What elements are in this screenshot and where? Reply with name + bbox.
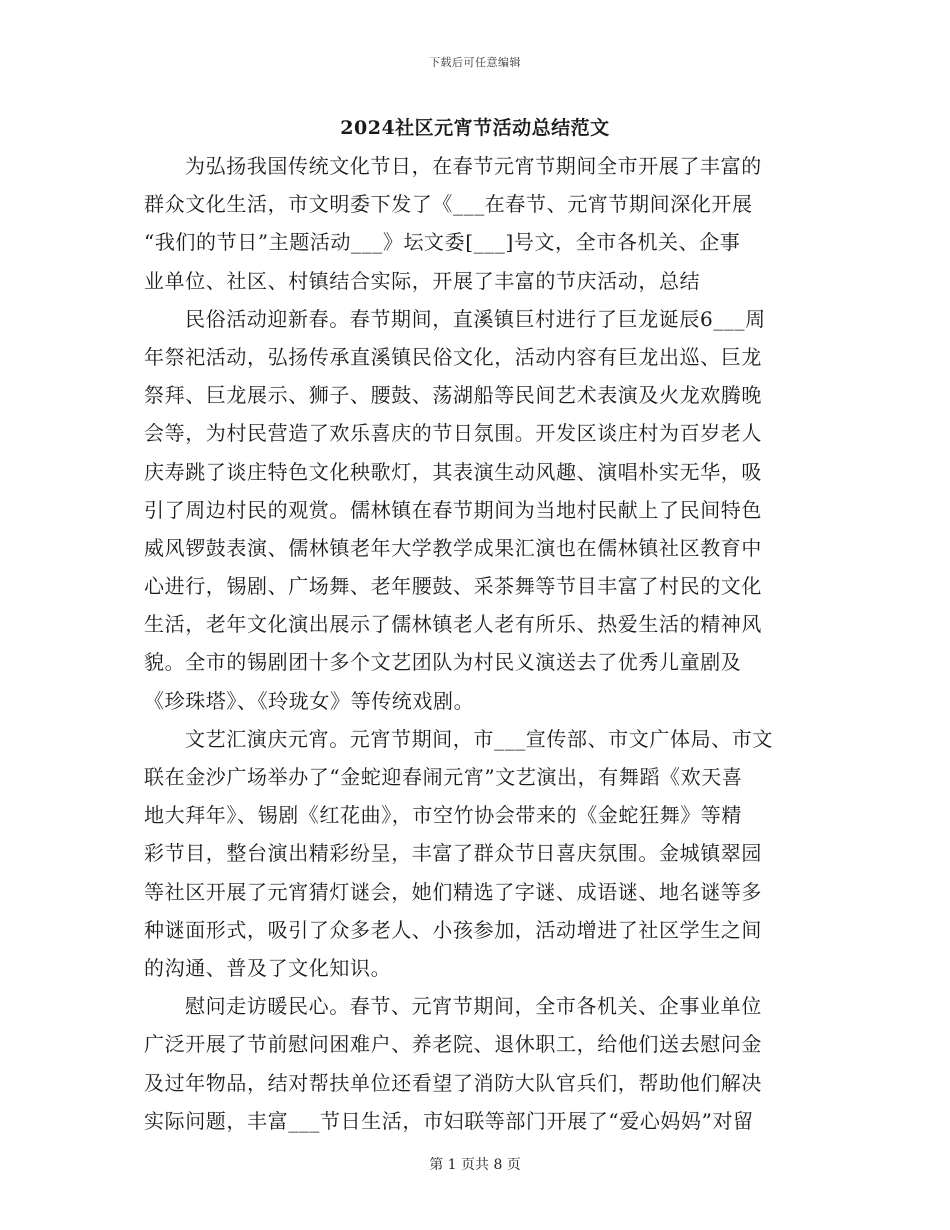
paragraph-visits bbox=[144, 987, 804, 1140]
paragraph-intro bbox=[144, 147, 804, 300]
text-line: 彩节目，整台演出精彩纷呈，丰富了群众节日喜庆氛围。金城镇翠园 bbox=[144, 841, 762, 866]
text-line: 貌。全市的锡剧团十多个文艺团队为村民义演送去了优秀儿童剧及 bbox=[144, 650, 742, 675]
text-line: 威风锣鼓表演、儒林镇老年大学教学成果汇演也在儒林镇社区教育中 bbox=[144, 535, 762, 560]
text-line: 联在金沙广场举办了“金蛇迎春闹元宵”文艺演出，有舞蹈《欢天喜 bbox=[144, 765, 743, 789]
text-line: 心进行，锡剧、广场舞、老年腰鼓、采茶舞等节目丰富了村民的文化 bbox=[144, 574, 762, 599]
paragraph-folk-activities bbox=[144, 300, 804, 720]
text-line: 的沟通、普及了文化知识。 bbox=[144, 955, 392, 980]
document-title: 2024社区元宵节活动总结范文 bbox=[340, 117, 610, 139]
text-line: 为弘扬我国传统文化节日，在春节元宵节期间全市开展了丰富的 bbox=[185, 154, 762, 178]
text-line: 慰问走访暖民心。春节、元宵节期间，全市各机关、企事业单位 bbox=[185, 994, 762, 1019]
text-line: 生活，老年文化演出展示了儒林镇老人老有所乐、热爱生活的精神风 bbox=[144, 612, 762, 637]
text-line: 会等，为村民营造了欢乐喜庆的节日氛围。开发区谈庄村为百岁老人 bbox=[144, 421, 762, 446]
text-line: 祭拜、巨龙展示、狮子、腰鼓、荡湖船等民间艺术表演及火龙欢腾晚 bbox=[144, 383, 762, 408]
page-header: 下载后可任意编辑 bbox=[429, 56, 521, 69]
text-line: 群众文化生活，市文明委下发了《___在春节、元宵节期间深化开展 bbox=[144, 192, 753, 217]
text-line: 《珍珠塔》、《玲珑女》等传统戏剧。 bbox=[144, 688, 475, 713]
text-line: 文艺汇演庆元宵。元宵节期间，市___宣传部、市文广体局、市文 bbox=[185, 726, 773, 751]
document-body bbox=[144, 147, 804, 1140]
text-line: 年祭祀活动，弘扬传承直溪镇民俗文化，活动内容有巨龙出巡、巨龙 bbox=[144, 344, 762, 369]
text-line: 引了周边村民的观赏。儒林镇在春节期间为当地村民献上了民间特色 bbox=[144, 497, 762, 522]
text-line: “我们的节日”主题活动___》坛文委[___]号文，全市各机关、企事 bbox=[144, 230, 741, 255]
text-line: 实际问题，丰富___节日生活，市妇联等部门开展了“爱心妈妈”对留 bbox=[144, 1108, 754, 1133]
text-line: 等社区开展了元宵猜灯谜会，她们精选了字谜、成语谜、地名谜等多 bbox=[144, 879, 762, 904]
text-line: 民俗活动迎新春。春节期间，直溪镇巨村进行了巨龙诞辰6___周 bbox=[185, 306, 766, 331]
page-number: 第 1 页共 8 页 bbox=[429, 1157, 521, 1173]
text-line: 庆寿跳了谈庄特色文化秧歌灯，其表演生动风趣、演唱朴实无华，吸 bbox=[144, 459, 762, 484]
paragraph-art-performance bbox=[144, 720, 804, 987]
text-line: 业单位、社区、村镇结合实际，开展了丰富的节庆活动，总结 bbox=[144, 268, 701, 293]
text-line: 地大拜年》、锡剧《红花曲》，市空竹协会带来的《金蛇狂舞》等精 bbox=[144, 803, 742, 828]
text-line: 广泛开展了节前慰问困难户、养老院、退休职工，给他们送去慰问金 bbox=[144, 1032, 762, 1057]
text-line: 种谜面形式，吸引了众多老人、小孩参加，活动增进了社区学生之间 bbox=[144, 917, 762, 942]
text-line: 及过年物品，结对帮扶单位还看望了消防大队官兵们，帮助他们解决 bbox=[144, 1070, 762, 1095]
